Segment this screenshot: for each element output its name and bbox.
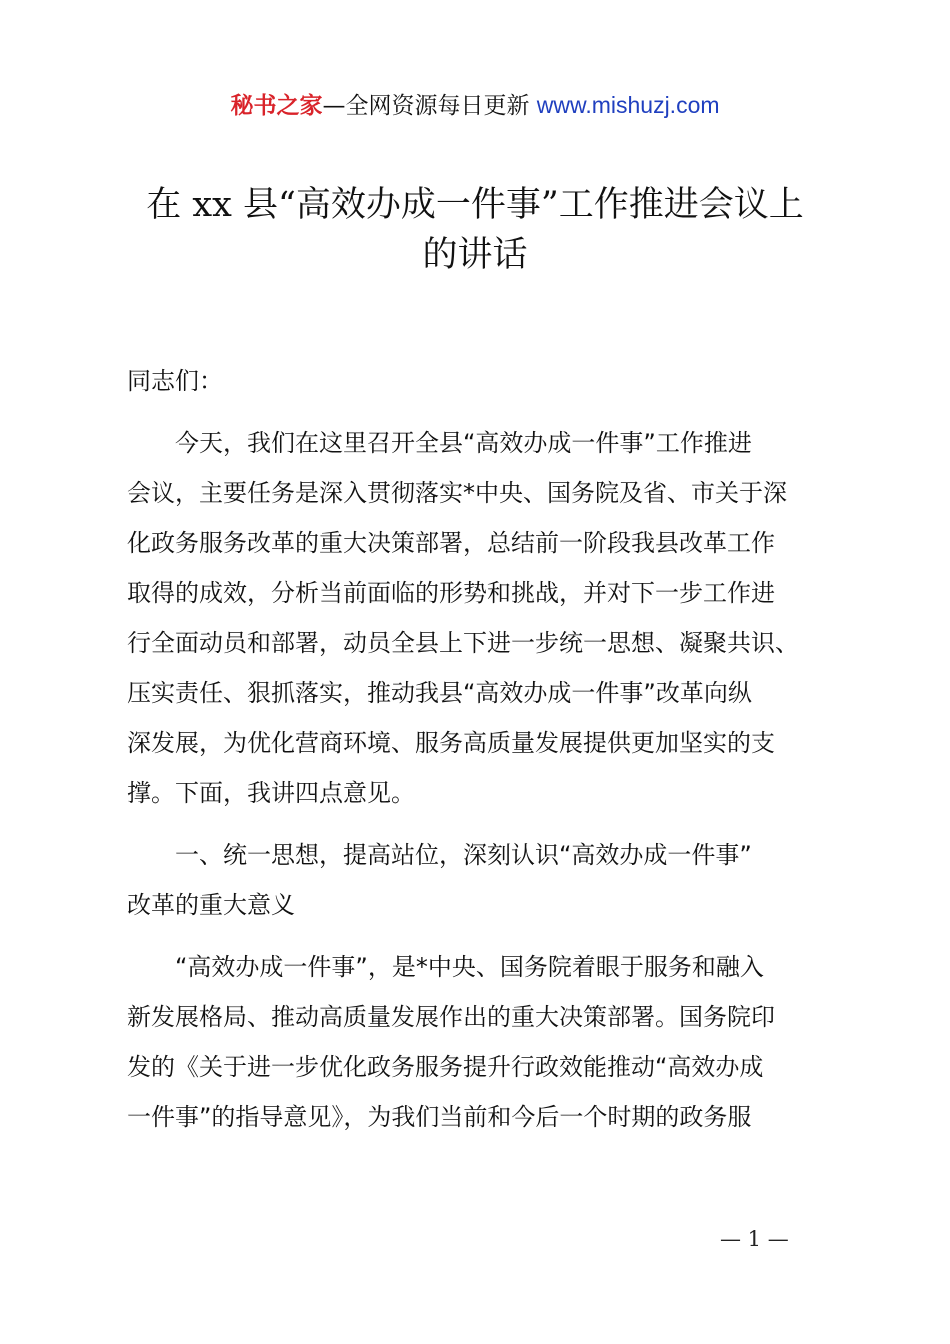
paragraph-line: 会议，主要任务是深入贯彻落实*中央、国务院及省、市关于深 <box>127 479 787 507</box>
paragraph-line: 取得的成效，分析当前面临的形势和挑战，并对下一步工作进 <box>127 579 775 607</box>
page-number: — 1 — <box>720 1227 789 1251</box>
site-tagline: —全网资源每日更新 <box>322 93 537 119</box>
paragraph-line: 撑。下面，我讲四点意见。 <box>127 779 415 807</box>
paragraph-section-1 <box>127 942 839 1142</box>
paragraph-line: 深发展，为优化营商环境、服务高质量发展提供更加坚实的支 <box>127 729 775 757</box>
paragraph-line: 今天，我们在这里召开全县“高效办成一件事”工作推进 <box>175 429 752 457</box>
heading-line: 改革的重大意义 <box>127 891 295 919</box>
title-line: 的讲话 <box>422 235 528 275</box>
site-header <box>0 88 950 123</box>
section-heading-1 <box>127 830 839 930</box>
document-body <box>127 356 839 1154</box>
site-url-link[interactable]: www.mishuzj.com <box>536 92 720 118</box>
paragraph-line: 新发展格局、推动高质量发展作出的重大决策部署。国务院印 <box>127 1003 775 1031</box>
title-line: 在 xx 县“高效办成一件事”工作推进会议上 <box>146 185 804 225</box>
paragraph-line: 一件事”的指导意见》，为我们当前和今后一个时期的政务服 <box>127 1103 752 1131</box>
paragraph-line: 发的《关于进一步优化政务服务提升行政效能推动“高效办成 <box>127 1053 764 1081</box>
paragraph-line: “高效办成一件事”，是*中央、国务院着眼于服务和融入 <box>175 953 764 981</box>
paragraph-line: 压实责任、狠抓落实，推动我县“高效办成一件事”改革向纵 <box>127 679 752 707</box>
paragraph-opening <box>127 418 839 818</box>
paragraph-line: 行全面动员和部署，动员全县上下进一步统一思想、凝聚共识、 <box>127 629 799 657</box>
document-title <box>110 180 840 280</box>
heading-line: 一、统一思想，提高站位，深刻认识“高效办成一件事” <box>175 841 752 869</box>
salutation: 同志们： <box>127 367 223 395</box>
paragraph-line: 化政务服务改革的重大决策部署，总结前一阶段我县改革工作 <box>127 529 775 557</box>
site-brand: 秘书之家 <box>230 93 323 119</box>
